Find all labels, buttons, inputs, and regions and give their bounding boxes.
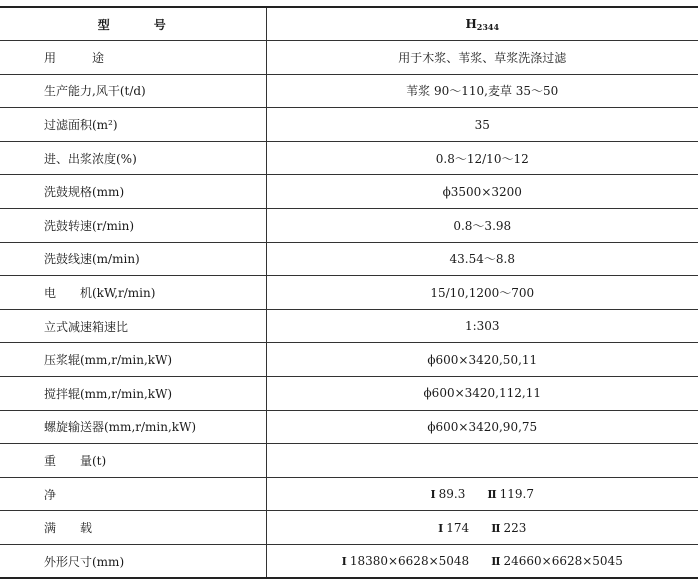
row-value: 0.8～3.98 <box>266 209 698 243</box>
model-value-sub: 2344 <box>476 21 500 32</box>
table-row <box>0 343 698 377</box>
header-row <box>0 7 698 41</box>
model-label: 型 号 <box>0 7 266 41</box>
row-value: 15/10,1200～700 <box>266 276 698 310</box>
value-pair-b: Ⅱ 24660×6628×5045 <box>491 554 623 569</box>
table-row <box>0 377 698 411</box>
model-value <box>266 7 698 41</box>
row-label: 搅拌辊(mm,r/min,kW) <box>0 377 266 411</box>
row-label: 净 <box>0 477 266 511</box>
table-row <box>0 276 698 310</box>
row-value <box>266 511 698 545</box>
table-row <box>0 545 698 579</box>
row-label: 洗鼓转速(r/min) <box>0 209 266 243</box>
value-pair-b: Ⅱ 223 <box>491 520 527 535</box>
row-label: 重 量(t) <box>0 444 266 478</box>
row-label: 压浆辊(mm,r/min,kW) <box>0 343 266 377</box>
value-pair-a: Ⅰ 89.3 <box>430 487 466 502</box>
value-pair-b: Ⅱ 119.7 <box>487 487 534 502</box>
row-label: 生产能力,风干(t/d) <box>0 74 266 108</box>
row-value: ϕ600×3420,90,75 <box>266 410 698 444</box>
spec-table <box>0 6 698 579</box>
row-label: 进、出浆浓度(%) <box>0 141 266 175</box>
model-value-main: H <box>465 16 477 31</box>
row-value: 1:303 <box>266 309 698 343</box>
row-label: 立式减速箱速比 <box>0 309 266 343</box>
row-label: 满 载 <box>0 511 266 545</box>
row-value: 用于木浆、苇浆、草浆洗涤过滤 <box>266 41 698 75</box>
row-value <box>266 444 698 478</box>
table-row <box>0 242 698 276</box>
table-row <box>0 477 698 511</box>
row-label: 外形尺寸(mm) <box>0 545 266 579</box>
table-row <box>0 108 698 142</box>
value-pair-a: Ⅰ 18380×6628×5048 <box>341 554 470 569</box>
table-row <box>0 410 698 444</box>
row-value: ϕ600×3420,50,11 <box>266 343 698 377</box>
row-label: 螺旋输送器(mm,r/min,kW) <box>0 410 266 444</box>
row-value <box>266 477 698 511</box>
row-value: 0.8～12/10～12 <box>266 141 698 175</box>
value-pair-a: Ⅰ 174 <box>438 520 470 535</box>
row-value: 43.54～8.8 <box>266 242 698 276</box>
row-value: 35 <box>266 108 698 142</box>
table-row <box>0 444 698 478</box>
row-label: 电 机(kW,r/min) <box>0 276 266 310</box>
row-value <box>266 545 698 579</box>
table-row <box>0 41 698 75</box>
table-row <box>0 511 698 545</box>
row-label: 用 途 <box>0 41 266 75</box>
row-value: ϕ600×3420,112,11 <box>266 377 698 411</box>
row-label: 洗鼓规格(mm) <box>0 175 266 209</box>
table-row <box>0 209 698 243</box>
table-row <box>0 141 698 175</box>
row-value: 苇浆 90～110,麦草 35～50 <box>266 74 698 108</box>
table-row <box>0 309 698 343</box>
row-value: ϕ3500×3200 <box>266 175 698 209</box>
table-row <box>0 74 698 108</box>
row-label: 洗鼓线速(m/min) <box>0 242 266 276</box>
table-row <box>0 175 698 209</box>
row-label: 过滤面积(m²) <box>0 108 266 142</box>
